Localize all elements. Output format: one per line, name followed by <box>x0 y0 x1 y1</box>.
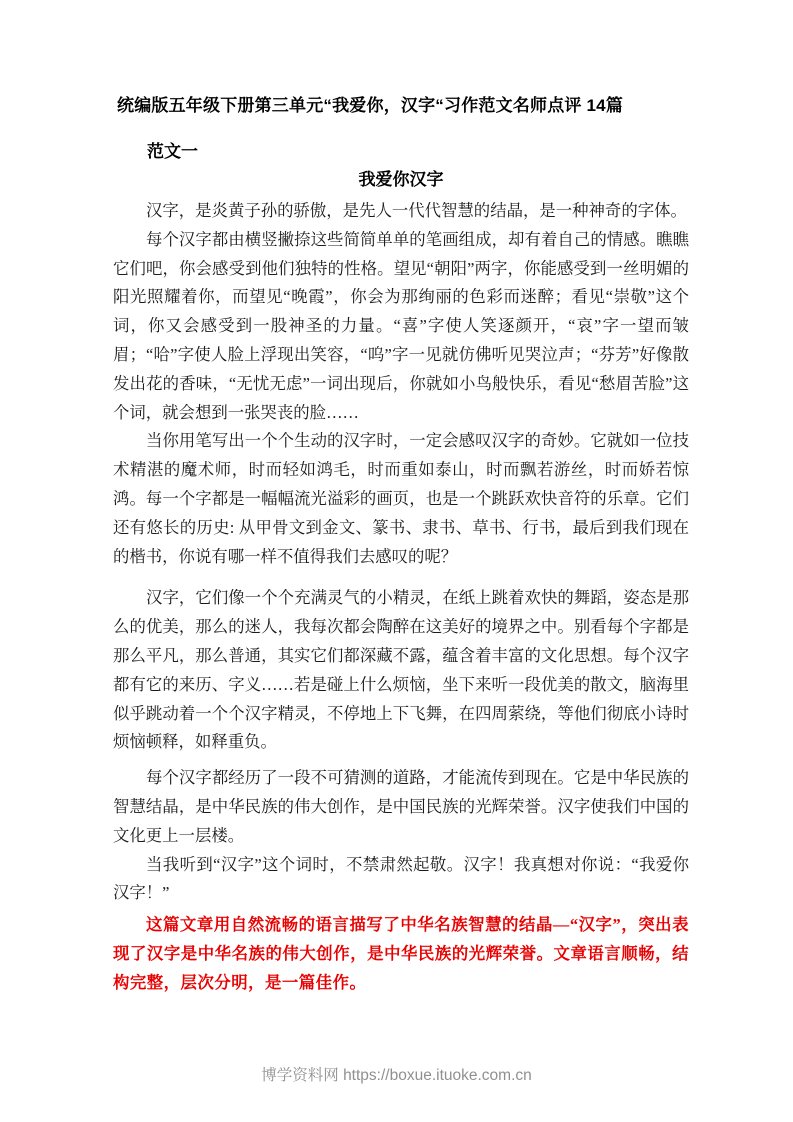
essay-paragraph: 当你用笔写出一个个生动的汉字时，一定会感叹汉字的奇妙。它就如一位技术精湛的魔术师，时而轻如鸿毛，时而重如泰山，时而飘若游丝，时而娇若惊鸿。每一个字都是一幅幅流光溢彩的画页，也是一个跳跃欢快音符的乐章。它们还有悠长的历史: 从甲骨文到金文、篆书、隶书、草书、行书，最后到我们现在的楷书，你说有哪一样不值得我们去感叹的呢？ <box>113 431 689 566</box>
essay-paragraph: 汉字，它们像一个个充满灵气的小精灵，在纸上跳着欢快的舞蹈，姿态是那么的优美，那么的迷人，我每次都会陶醉在这美好的境界之中。别看每个字都是那么平凡，那么普通，其实它们都深藏不露，蕴含着丰富的文化思想。每个汉字都有它的来历、字义……若是碰上什么烦恼，坐下来听一段优美的散文，脑海里似乎跳动着一个个汉字精灵，不停地上下飞舞，在四周萦绕，等他们彻底小诗时烦恼顿释，如释重负。 <box>113 588 689 752</box>
essay-paragraph: 汉字，是炎黄子孙的骄傲，是先人一代代智慧的结晶，是一种神奇的字体。 <box>146 201 687 220</box>
essay-paragraph: 每个汉字都由横竖撇捺这些简简单单的笔画组成，却有着自己的情感。瞧瞧它们吧，你会感受到他们独特的性格。望见“朝阳”两字，你能感受到一丝明媚的阳光照耀着你，而望见“晚霞”，你会为那绚丽的色彩而迷醉；看见“崇敬”这个词，你又会感受到一股神圣的力量。“喜”字使人笑逐颜开，“哀”字一望而皱眉；“哈”字使人脸上浮现出笑容，“呜”字一见就仿佛听见哭泣声；“芬芳”好像散发出花的香味，“无忧无虑”一词出现后，你就如小鸟般快乐，看见“愁眉苦脸”这个词，就会想到一张哭丧的脸…… <box>113 229 689 422</box>
document-title: 统编版五年级下册第三单元“我爱你，汉字“习作范文名师点评 14篇 <box>117 96 624 115</box>
footer-watermark <box>0 1066 793 1086</box>
section-label: 范文一 <box>147 142 198 161</box>
document-content <box>113 0 689 998</box>
teacher-comment: 这篇文章用自然流畅的语言描写了中华名族智慧的结晶—“汉字”，突出表现了汉字是中华名族的伟大创作，是中华民族的光辉荣誉。文章语言顺畅，结构完整，层次分明，是一篇佳作。 <box>113 915 689 992</box>
essay-title: 我爱你汉字 <box>358 170 444 189</box>
essay-body <box>113 197 689 998</box>
essay-paragraph: 当我听到“汉字”这个词时，不禁肃然起敬。汉字！我真想对你说：“我爱你汉字！” <box>113 854 689 903</box>
footer-site-name: 博学资料网 <box>261 1067 339 1084</box>
footer-site-url: https://boxue.ituoke.com.cn <box>343 1067 532 1084</box>
essay-paragraph: 每个汉字都经历了一段不可猜测的道路，才能流传到现在。它是中华民族的智慧结晶，是中华民族的伟大创作，是中国民族的光辉荣誉。汉字使我们中国的文化更上一层楼。 <box>113 768 689 845</box>
